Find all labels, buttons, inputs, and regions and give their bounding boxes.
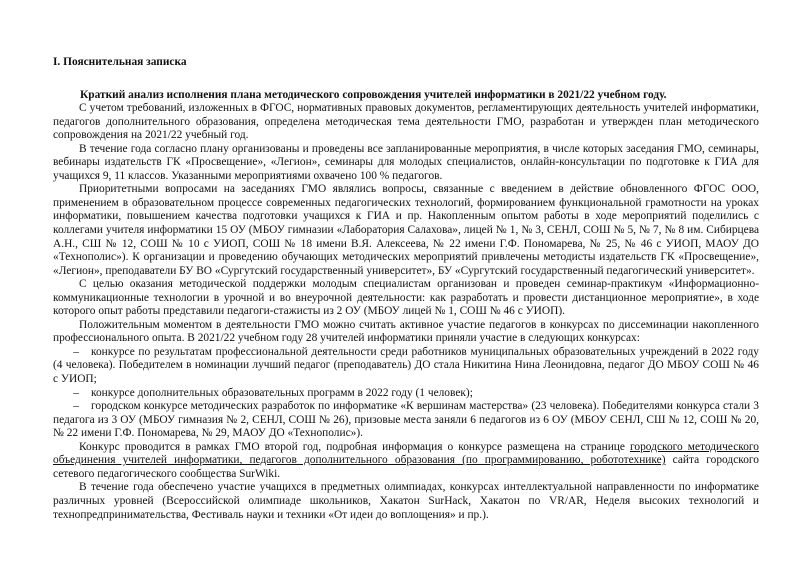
- contest-text-before: Конкурс проводится в рамках ГМО второй год, подробная информация о конкурсе размещена на странице: [79, 440, 630, 453]
- list-item: [53, 346, 759, 387]
- paragraph-olympiads: В течение года обеспечено участие учащихся в предметных олимпиадах, конкурсах интеллектуальной направленности по информатике различных уровней (Всероссийской олимпиаде школьников, Хакатон SurHack, Хакатон по VR/AR, Неделя высоких технологий и технопредпринимательства, Фестиваль науки и техники «От идеи до воплощения» и пр.).: [53, 481, 759, 521]
- bullet-dash: –: [73, 345, 79, 358]
- bullet-dash: –: [73, 386, 79, 399]
- paragraph-young-specialists: С целью оказания методической поддержки молодым специалистам организован и проведен семинар-практикум «Информационно-коммуникационные технологии в урочной и во внеурочной деятельности: как разработать и провести дистанционное мероприятие», в ходе которого опыт работы представили педагоги-стажисты из 2 ОУ (МБОУ лицей № 1, СОШ № 46 с УИОП).: [53, 278, 759, 318]
- section-title: I. Пояснительная записка: [53, 56, 187, 68]
- list-item-text: конкурсе по результатам профессиональной деятельности среди работников муниципальных образовательных учреждений в 2022 году (4 человека). Победителем в номинации лучший педагог (преподаватель) ДО стала Никитина Нина Леонидовна, педагог ДО МБОУ СОШ № 46 с УИОП;: [53, 345, 759, 386]
- document-title: Краткий анализ исполнения плана методического сопровождения учителей информатики в 2021/22 учебном году.: [80, 88, 667, 101]
- bullet-dash: –: [73, 400, 79, 413]
- list-item: [53, 387, 759, 401]
- list-item-text: конкурсе дополнительных образовательных программ в 2022 году (1 человек);: [91, 386, 473, 399]
- gmo-page-link[interactable]: городского методического объединения учителей информатики, педагогов дополнительного образования (по программированию, робототехнике): [53, 440, 759, 467]
- paragraph-requirements: С учетом требований, изложенных в ФГОС, нормативных правовых документов, регламентирующих деятельность учителей информатики, педагогов дополнительного образования, определена методическая тема деятельности ГМО, разработан и утвержден план методического сопровождения на 2021/22 учебный год.: [53, 102, 759, 142]
- contest-text-after: сайта городского сетевого педагогического сообщества SurWiki.: [53, 454, 759, 480]
- paragraph-priorities: Приоритетными вопросами на заседаниях ГМО являлись вопросы, связанные с введением в действие обновленного ФГОС ООО, применением в образовательном процессе современных педагогических технологий, формированием функциональной грамотности на уроках информатики, повышением качества подготовки учащихся к ГИА и пр. Накопленным опытом работы в ходе мероприятий поделились с коллегами учителя информатики 15 ОУ (МБОУ гимназии «Лаборатория Салахова», лицей № 1, № 3, СЕНЛ, СОШ № 5, № 7, № 8 им. Сибирцева А.Н., СШ № 12, СОШ № 10 с УИОП, СОШ № 18 имени В.Я. Алексеева, № 22 имени Г.Ф. Пономарева, № 25, № 46 с УИОП, МАОУ ДО «Технополис»). К организации и проведению обучающих методических мероприятий привлечены методисты издательств ГК «Просвещение», «Легион», преподаватели БУ ВО «Сургутский государственный университет», БУ «Сургутский государственный педагогический университет».: [53, 183, 759, 277]
- paragraph-contest-info: [53, 441, 759, 482]
- document-page: [53, 56, 759, 522]
- paragraph-contests-intro: Положительным моментом в деятельности ГМО можно считать активное участие педагогов в конкурсах по диссеминации накопленного профессионального опыта. В 2021/22 учебном году 28 учителей информатики приняли участие в следующих конкурсах:: [53, 318, 759, 345]
- list-item: [53, 400, 759, 441]
- paragraph-events: В течение года согласно плану организованы и проведены все запланированные мероприятия, в числе которых заседания ГМО, семинары, вебинары издательств ГК «Просвещение», «Легион», семинары для молодых специалистов, онлайн-консультации по подготовке к ГИА для учащихся 9, 11 классов. Указанными мероприятиями охвачено 100 % педагогов.: [53, 142, 759, 182]
- list-item-text: городском конкурсе методических разработок по информатике «К вершинам мастерства» (23 человека). Победителями конкурса стали 3 педагога из 3 ОУ (МБОУ гимназия № 2, СЕНЛ, СОШ № 26), призовые места заняли 6 педагогов из 6 ОУ (МБОУ СЕНЛ, СШ № 12, СОШ № 20, № 22 имени Г.Ф. Пономарева, № 29, МАОУ ДО «Технополис»).: [53, 400, 759, 440]
